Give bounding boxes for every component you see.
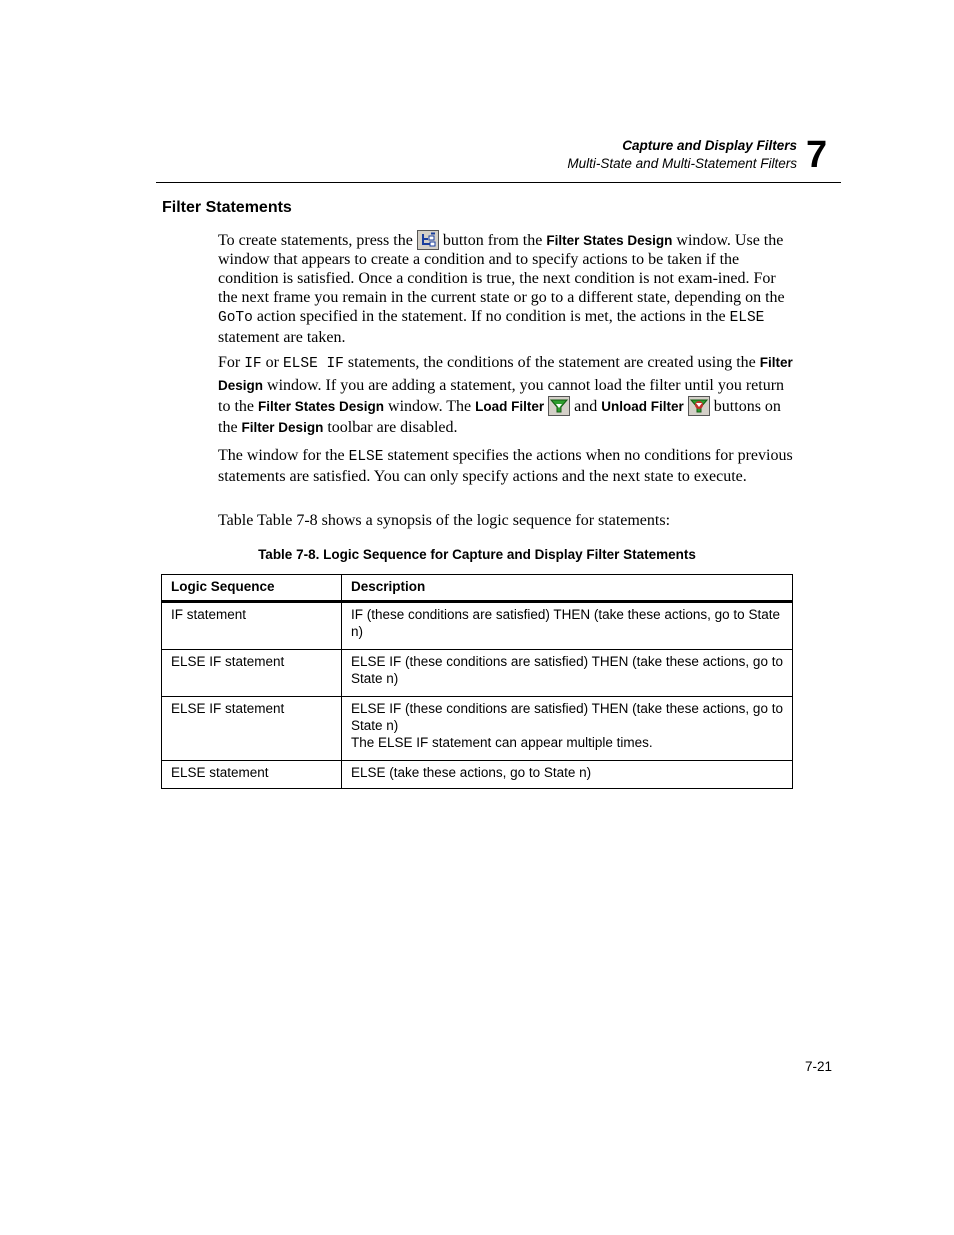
code: IF [244,356,262,372]
text: Table Table 7-8 shows a synopsis of the logic sequence for statements: [218,512,671,529]
text: button from the [442,232,543,249]
table-row [162,650,793,697]
text: window. The [388,398,472,415]
text: and [574,398,598,415]
text: window. If you are adding a statement, you cannot load the filter until you return to the [218,377,785,415]
description-line: The ELSE IF statement can appear multiple times. [351,735,653,750]
text: statement specifies the actions when no conditions for previous statements are satisfied. You can only specify actions and the next state to execute. [218,447,793,485]
description-line: ELSE IF (these conditions are satisfied) THEN (take these actions, go to State n) [351,701,783,733]
chapter-number: 7 [806,134,828,176]
description-cell [342,602,793,650]
table-header-row [162,575,793,602]
table-row [162,602,793,650]
load-filter-icon [548,396,570,416]
table-row [162,761,793,789]
text: action specified in the statement. If no condition is met, the actions in the [256,308,726,325]
table-caption: Table 7-8. Logic Sequence for Capture and Display Filter Statements [258,547,696,562]
logic-sequence-table [161,574,793,789]
description-line: IF (these conditions are satisfied) THEN (take these actions, go to State n) [351,607,780,639]
statement-button-icon [417,230,439,250]
text: To create statements, press the [218,232,413,249]
sequence-cell: ELSE IF statement [162,650,342,697]
sequence-cell: ELSE IF statement [162,697,342,761]
text: statement are taken. [218,329,346,346]
column-header: Logic Sequence [162,575,342,602]
description-cell [342,761,793,789]
code: GoTo [218,310,253,326]
ui-reference: Filter Design [218,355,793,393]
code: ELSE [729,310,765,326]
table-row [162,697,793,761]
paragraph-create-statements [218,230,793,347]
text: or [265,354,279,371]
page-number: 7-21 [804,1059,832,1074]
text: For [218,354,241,371]
code: ELSE [348,449,384,465]
paragraph-table-intro [218,511,793,530]
ui-reference: Filter States Design [258,399,385,414]
description-line: ELSE (take these actions, go to State n) [351,765,592,780]
ui-reference: Unload Filter [601,399,684,414]
code: ELSE IF [282,356,344,372]
sequence-cell: ELSE statement [162,761,342,789]
paragraph-else-window [218,446,793,486]
ui-reference: Filter Design [241,420,324,435]
ui-reference: Filter States Design [546,233,673,248]
text: buttons on the [218,398,781,436]
description-cell [342,697,793,761]
text: statements, the conditions of the statement are created using the [347,354,756,371]
section-title: Multi-State and Multi-Statement Filters [567,156,797,171]
column-header: Description [342,575,793,602]
description-line: ELSE IF (these conditions are satisfied) THEN (take these actions, go to State n) [351,654,783,686]
chapter-title: Capture and Display Filters [622,138,797,153]
text: window. Use the window that appears to create a condition and to specify actions to be taken if the condition is satisfied. Once a condition is true, the next condition is not exam-ined. For the next frame you remain in the current state or go to a different state, depending on the [218,232,785,306]
text: The window for the [218,447,345,464]
unload-filter-icon [688,396,710,416]
header-rule [156,182,841,183]
ui-reference: Load Filter [475,399,545,414]
paragraph-if-else [218,352,793,438]
sequence-cell: IF statement [162,602,342,650]
text: toolbar are disabled. [327,419,458,436]
section-heading: Filter Statements [162,199,292,216]
description-cell [342,650,793,697]
